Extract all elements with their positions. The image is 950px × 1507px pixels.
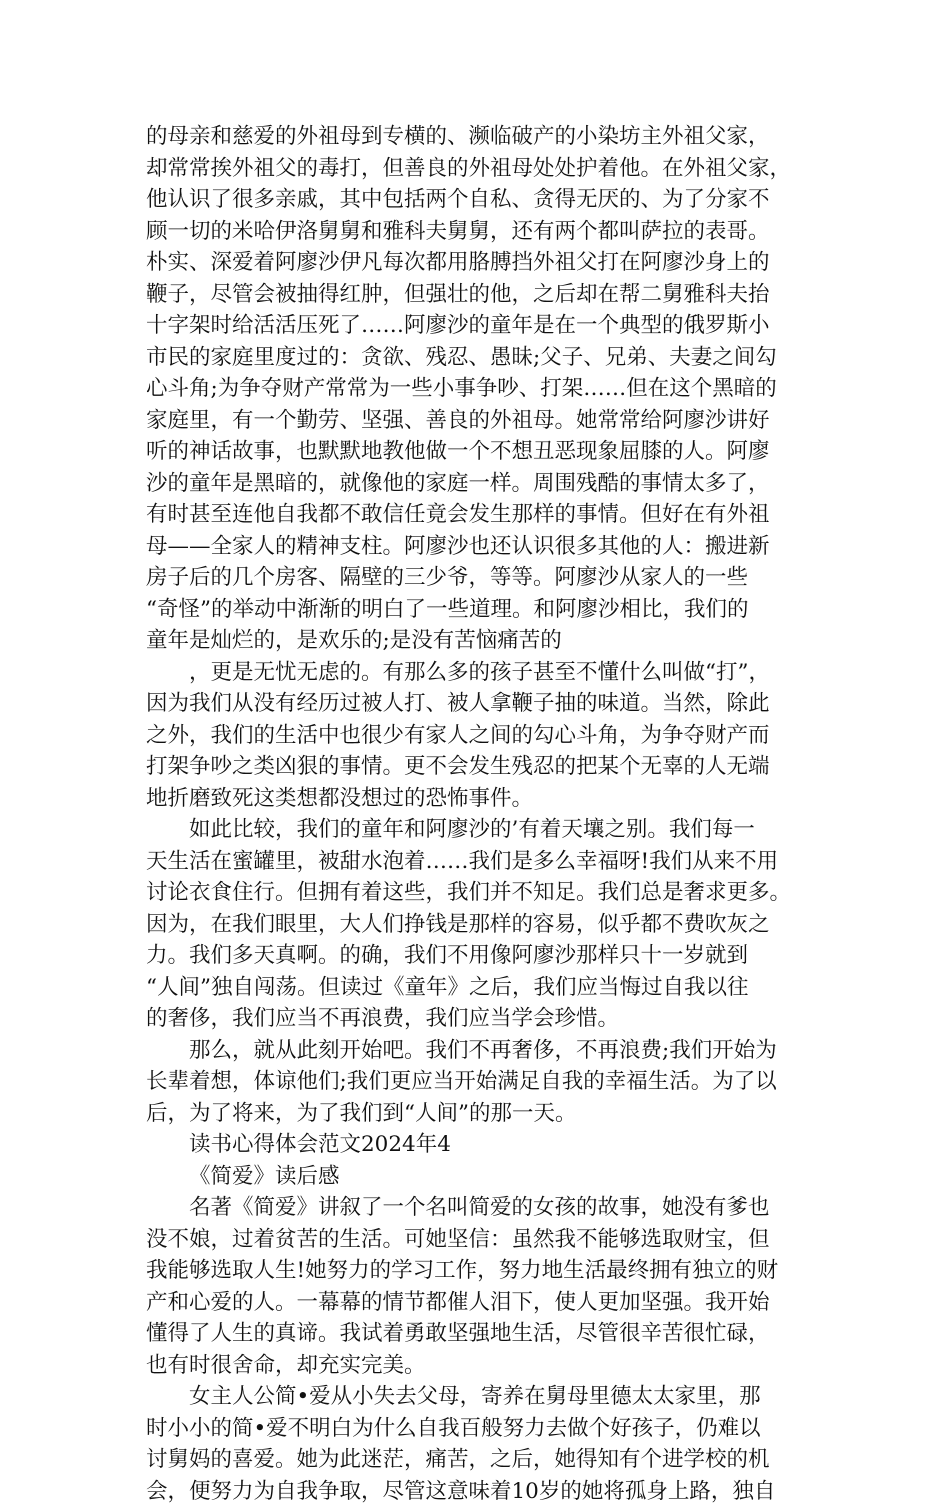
text-line: 后，为了将来，为了我们到“人间”的那一天。 — [146, 1098, 836, 1130]
text-line: 听的神话故事，也默默地教他做一个不想丑恶现象屈膝的人。阿廖 — [146, 436, 836, 468]
text-line: 的母亲和慈爱的外祖母到专横的、濒临破产的小染坊主外祖父家， — [146, 121, 836, 153]
document-body — [146, 121, 836, 1507]
text-line: 鞭子，尽管会被抽得红肿，但强壮的他，之后却在帮二舅雅科夫抬 — [146, 279, 836, 311]
text-line: 女主人公简•爱从小失去父母，寄养在舅母里德太太家里，那 — [146, 1381, 836, 1413]
text-line: 之外，我们的生活中也很少有家人之间的勾心斗角，为争夺财产而 — [146, 720, 836, 752]
text-line: 顾一切的米哈伊洛舅舅和雅科夫舅舅，还有两个都叫萨拉的表哥。 — [146, 216, 836, 248]
text-line: 有时甚至连他自我都不敢信任竟会发生那样的事情。但好在有外祖 — [146, 499, 836, 531]
text-line: 沙的童年是黑暗的，就像他的家庭一样。周围残酷的事情太多了， — [146, 468, 836, 500]
text-line: 市民的家庭里度过的：贪欲、残忍、愚昧;父子、兄弟、夫妻之间勾 — [146, 342, 836, 374]
text-line: 房子后的几个房客、隔壁的三少爷，等等。阿廖沙从家人的一些 — [146, 562, 836, 594]
text-line: 名著《简爱》讲叙了一个名叫简爱的女孩的故事，她没有爹也 — [146, 1192, 836, 1224]
text-line: 那么，就从此刻开始吧。我们不再奢侈，不再浪费;我们开始为 — [146, 1035, 836, 1067]
text-line: “人间”独自闯荡。但读过《童年》之后，我们应当悔过自我以往 — [146, 972, 836, 1004]
text-line: 我能够选取人生!她努力的学习工作，努力地生活最终拥有独立的财 — [146, 1255, 836, 1287]
text-line: 讨舅妈的喜爱。她为此迷茫，痛苦，之后，她得知有个进学校的机 — [146, 1444, 836, 1476]
text-line: 的奢侈，我们应当不再浪费，我们应当学会珍惜。 — [146, 1003, 836, 1035]
text-line: 朴实、深爱着阿廖沙伊凡每次都用胳膊挡外祖父打在阿廖沙身上的 — [146, 247, 836, 279]
text-line: 心斗角;为争夺财产常常为一些小事争吵、打架……但在这个黑暗的 — [146, 373, 836, 405]
text-line: 打架争吵之类凶狠的事情。更不会发生残忍的把某个无辜的人无端 — [146, 751, 836, 783]
text-line: 因为，在我们眼里，大人们挣钱是那样的容易，似乎都不费吹灰之 — [146, 909, 836, 941]
text-line: 产和心爱的人。一幕幕的情节都催人泪下，使人更加坚强。我开始 — [146, 1287, 836, 1319]
text-line: 没不娘，过着贫苦的生活。可她坚信：虽然我不能够选取财宝，但 — [146, 1224, 836, 1256]
text-line: 童年是灿烂的，是欢乐的;是没有苦恼痛苦的 — [146, 625, 836, 657]
text-line: 母——全家人的精神支柱。阿廖沙也还认识很多其他的人：搬进新 — [146, 531, 836, 563]
text-line: 时小小的简•爱不明白为什么自我百般努力去做个好孩子，仍难以 — [146, 1413, 836, 1445]
text-line: 天生活在蜜罐里，被甜水泡着……我们是多么幸福呀!我们从来不用 — [146, 846, 836, 878]
text-line: 十字架时给活活压死了……阿廖沙的童年是在一个典型的俄罗斯小 — [146, 310, 836, 342]
section-heading: 读书心得体会范文2024年4 — [146, 1129, 836, 1161]
text-line: 力。我们多天真啊。的确，我们不用像阿廖沙那样只十一岁就到 — [146, 940, 836, 972]
text-line: 因为我们从没有经历过被人打、被人拿鞭子抽的味道。当然，除此 — [146, 688, 836, 720]
text-line: 懂得了人生的真谛。我试着勇敢坚强地生活，尽管很辛苦很忙碌， — [146, 1318, 836, 1350]
text-line: “奇怪”的举动中渐渐的明白了一些道理。和阿廖沙相比，我们的 — [146, 594, 836, 626]
text-line: 也有时很舍命，却充实完美。 — [146, 1350, 836, 1382]
text-line: 却常常挨外祖父的毒打，但善良的外祖母处处护着他。在外祖父家， — [146, 153, 836, 185]
text-line: 长辈着想，体谅他们;我们更应当开始满足自我的幸福生活。为了以 — [146, 1066, 836, 1098]
text-line: 地折磨致死这类想都没想过的恐怖事件。 — [146, 783, 836, 815]
text-line: ，更是无忧无虑的。有那么多的孩子甚至不懂什么叫做“打”， — [146, 657, 836, 689]
essay-title: 《简爱》读后感 — [146, 1161, 836, 1193]
text-line: 他认识了很多亲戚，其中包括两个自私、贪得无厌的、为了分家不 — [146, 184, 836, 216]
text-line: 如此比较，我们的童年和阿廖沙的’有着天壤之别。我们每一 — [146, 814, 836, 846]
text-line: 讨论衣食住行。但拥有着这些，我们并不知足。我们总是奢求更多。 — [146, 877, 836, 909]
text-line: 家庭里，有一个勤劳、坚强、善良的外祖母。她常常给阿廖沙讲好 — [146, 405, 836, 437]
text-line: 会，便努力为自我争取，尽管这意味着10岁的她将孤身上路，独自 — [146, 1476, 836, 1507]
